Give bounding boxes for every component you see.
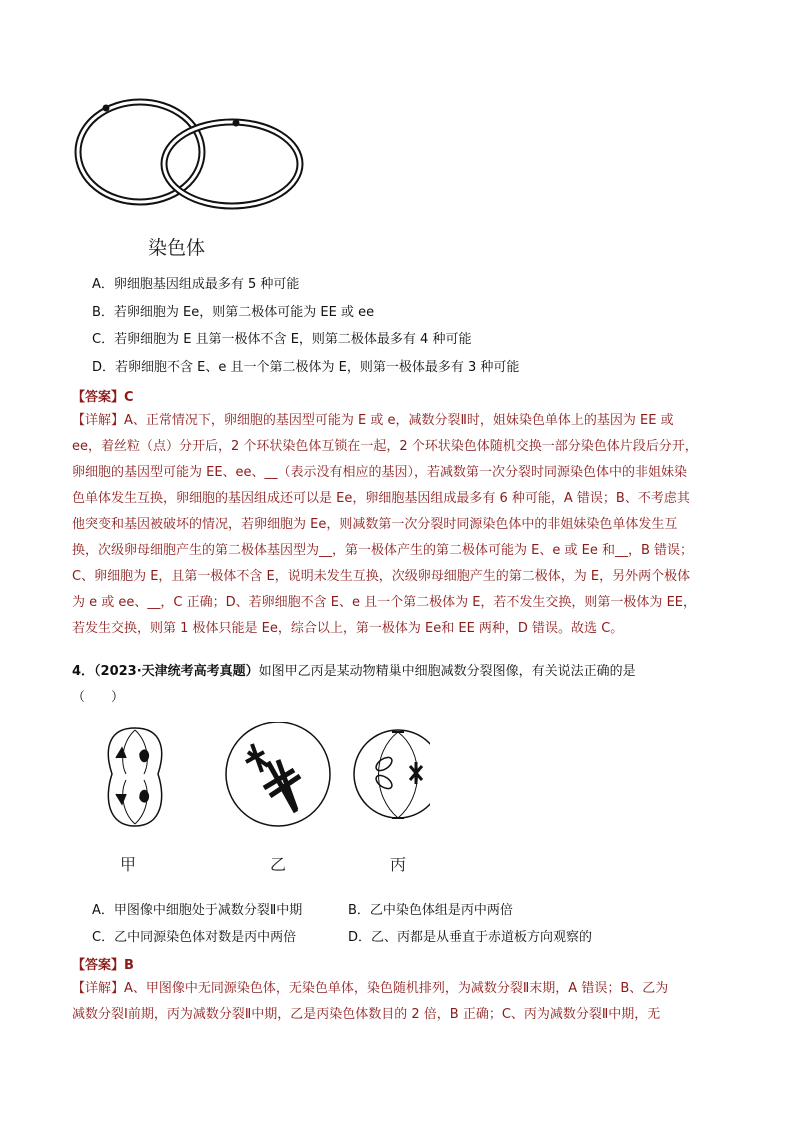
explanation-line: C、卵细胞为 E，且第一极体不含 E，说明未发生互换，次级卵母细胞产生的第二极体，为 E，另外两个极体 (72, 569, 691, 584)
answer-blank: （ ） (72, 690, 125, 705)
explanation (72, 976, 722, 1028)
option-c: C．乙中同源染色体对数是丙中两倍 (92, 930, 297, 945)
question-number: 4． (72, 664, 95, 679)
explanation (72, 408, 722, 642)
explanation-line: 【详解】A、正常情况下，卵细胞的基因型可能为 E 或 e，减数分裂Ⅱ时，姐妹染色单体上的基因为 EE 或 (72, 413, 674, 428)
option-b: B．乙中染色体组是丙中两倍 (348, 903, 513, 918)
explanation-line: 【详解】A、甲图像中无同源染色体，无染色单体，染色随机排列，为减数分裂Ⅱ末期，A 错误；B、乙为 (72, 981, 669, 996)
cell-yi (226, 722, 330, 826)
explanation-line: 卵细胞的基因型可能为 EE、ee、__（表示没有相应的基因），若减数第一次分裂时同源染色体中的非姐妹染 (72, 465, 688, 480)
question-stem (72, 660, 636, 679)
option-b: B．若卵细胞为 Ee，则第二极体可能为 EE 或 ee (92, 305, 375, 320)
cell-bing (354, 730, 430, 818)
ring-chromosome-figure (72, 92, 308, 222)
answer-label: 【答案】C (72, 390, 134, 405)
cell-label-jia: 甲 (120, 855, 137, 874)
option-a: A．卵细胞基因组成最多有 5 种可能 (92, 277, 300, 292)
option-c: C．若卵细胞为 E 且第一极体不含 E，则第二极体最多有 4 种可能 (92, 332, 472, 347)
explanation-line: 换，次级卵母细胞产生的第二极体基因型为__，第一极体产生的第二极体可能为 E、e 或 Ee 和__，B 错误； (72, 543, 694, 558)
explanation-line: 色单体发生互换，卵细胞的基因组成还可以是 Ee，卵细胞基因组成最多有 6 种可能，A 错误；B、不考虑其 (72, 491, 690, 506)
question-text: 如图甲乙丙是某动物精巢中细胞减数分裂图像，有关说法正确的是 (258, 664, 636, 679)
cell-label-bing: 丙 (390, 855, 407, 874)
option-a: A．甲图像中细胞处于减数分裂Ⅱ中期 (92, 903, 303, 918)
option-d: D．若卵细胞不含 E、e 且一个第二极体为 E，则第一极体最多有 3 种可能 (92, 360, 520, 375)
cell-label-yi: 乙 (270, 855, 287, 874)
explanation-line: ee，着丝粒（点）分开后，2 个环状染色体互锁在一起，2 个环状染色体随机交换一部分染色体片段后分开， (72, 439, 698, 454)
figure-caption: 染色体 (148, 237, 206, 259)
explanation-line: 为 e 或 ee、__，C 正确；D、若卵细胞不含 E、e 且一个第二极体为 E，若不发生交换，则第一极体为 EE， (72, 595, 696, 610)
question-source: （2023·天津统考高考真题） (94, 664, 259, 679)
answer-label: 【答案】B (72, 958, 134, 973)
cell-jia (108, 728, 161, 826)
explanation-line: 减数分裂Ⅰ前期，丙为减数分裂Ⅱ中期，乙是丙染色体数目的 2 倍，B 正确；C、丙为减数分裂Ⅱ中期，无 (72, 1007, 661, 1022)
explanation-line: 若发生交换，则第 1 极体只能是 Ee，综合以上，第一极体为 Ee和 EE 两种，D 错误。故选 C。 (72, 621, 624, 636)
option-d: D．乙、丙都是从垂直于赤道板方向观察的 (348, 930, 593, 945)
meiosis-cell-diagrams (100, 722, 430, 832)
explanation-line: 他突变和基因被破坏的情况，若卵细胞为 Ee，则减数第一次分裂时同源染色体中的非姐妹染色单体发生互 (72, 517, 678, 532)
